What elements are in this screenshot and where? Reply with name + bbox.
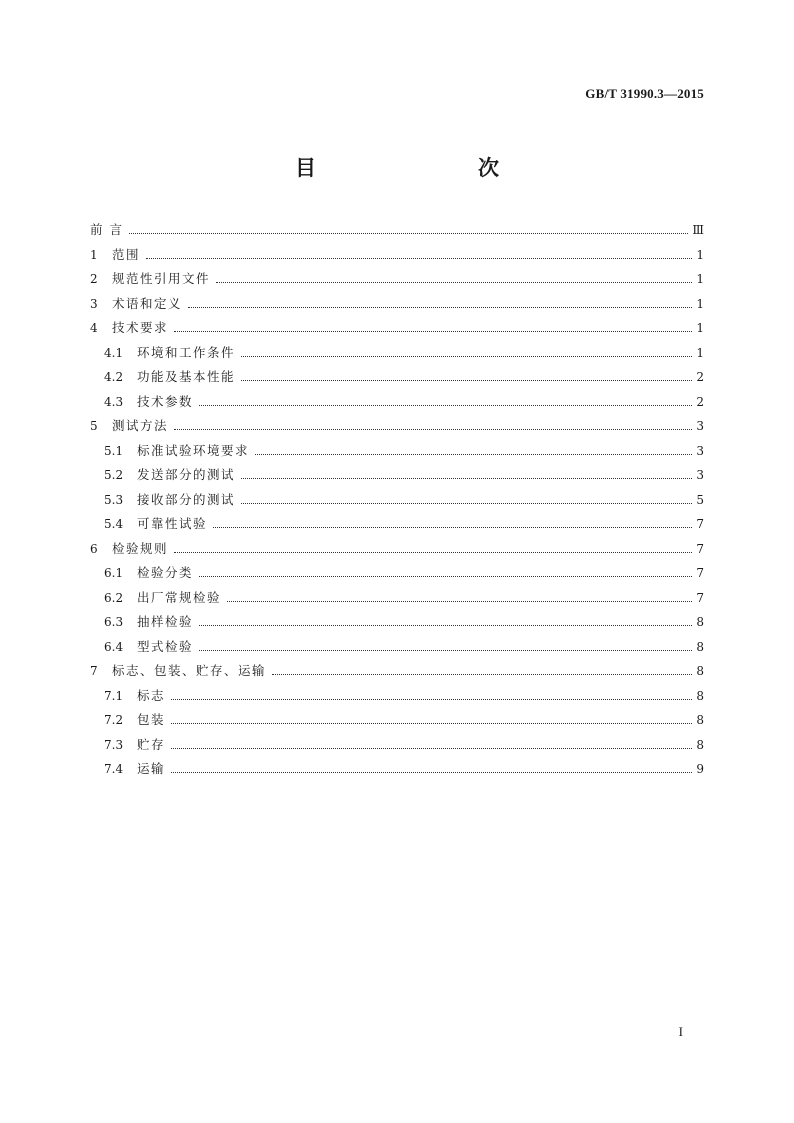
toc-leader-dots bbox=[146, 257, 692, 259]
toc-entry[interactable] bbox=[90, 316, 704, 341]
toc-entry-number: 6.1 bbox=[104, 566, 124, 581]
toc-entry-page: Ⅲ bbox=[692, 223, 704, 238]
toc-entry[interactable] bbox=[90, 243, 704, 268]
toc-entry-page: 8 bbox=[696, 664, 704, 679]
toc-entry-label: 检验规则 bbox=[112, 540, 169, 556]
toc-leader-dots bbox=[213, 526, 692, 528]
toc-entry-number: 7.4 bbox=[104, 762, 124, 777]
toc-entry-number: 6.3 bbox=[104, 615, 124, 630]
toc-entry-label: 发送部分的测试 bbox=[137, 467, 236, 482]
toc-entry-label: 抽样检验 bbox=[137, 614, 194, 629]
toc-leader-dots bbox=[227, 600, 692, 602]
toc-entry-label: 型式检验 bbox=[137, 638, 194, 654]
toc-entry-label: 前 言 bbox=[90, 222, 124, 237]
toc-entry-label: 标志 bbox=[137, 687, 166, 703]
toc-entry-number: 4.3 bbox=[104, 394, 124, 409]
toc-title: 目 次 bbox=[295, 156, 539, 180]
toc-entry-label: 接收部分的测试 bbox=[137, 491, 236, 507]
toc-leader-dots bbox=[171, 771, 692, 773]
toc-entry-number: 7.2 bbox=[104, 713, 124, 728]
toc-entry-number: 7.3 bbox=[104, 737, 124, 752]
toc-entry[interactable] bbox=[90, 684, 704, 709]
page-number: I bbox=[678, 1024, 683, 1039]
toc-entry[interactable] bbox=[90, 390, 704, 415]
toc-leader-dots bbox=[174, 551, 692, 553]
toc-leader-dots bbox=[241, 355, 692, 357]
toc-entry-page: 9 bbox=[696, 762, 704, 777]
toc-entry[interactable] bbox=[90, 610, 704, 635]
toc-entry-number: 4.1 bbox=[104, 345, 124, 360]
toc-entry-page: 1 bbox=[696, 296, 704, 311]
toc-leader-dots bbox=[199, 575, 692, 577]
toc-entry[interactable] bbox=[90, 341, 704, 366]
toc-entry-page: 1 bbox=[696, 345, 704, 360]
toc-entry-label: 测试方法 bbox=[112, 418, 169, 433]
table-of-contents bbox=[90, 218, 704, 782]
toc-leader-dots bbox=[255, 453, 692, 455]
toc-entry-number: 6 bbox=[90, 541, 98, 556]
toc-entry[interactable] bbox=[90, 439, 704, 464]
toc-entry-number: 5.4 bbox=[104, 517, 124, 532]
toc-entry-number: 5 bbox=[90, 419, 98, 434]
toc-entry-page: 8 bbox=[696, 737, 704, 752]
toc-entry-number: 1 bbox=[90, 247, 98, 262]
toc-entry[interactable] bbox=[90, 757, 704, 782]
toc-entry[interactable] bbox=[90, 635, 704, 660]
toc-entry-number: 5.1 bbox=[104, 443, 124, 458]
toc-leader-dots bbox=[171, 698, 692, 700]
toc-entry-label: 检验分类 bbox=[137, 565, 194, 580]
toc-entry-page: 1 bbox=[696, 272, 704, 287]
toc-entry-number: 7 bbox=[90, 664, 98, 679]
toc-entry-page: 7 bbox=[696, 541, 704, 556]
toc-entry-number: 4.2 bbox=[104, 370, 124, 385]
toc-entry[interactable] bbox=[90, 512, 704, 537]
toc-entry-page: 3 bbox=[696, 443, 704, 458]
toc-leader-dots bbox=[171, 722, 692, 724]
toc-entry-page: 8 bbox=[696, 639, 704, 654]
toc-entry-page: 7 bbox=[696, 590, 704, 605]
toc-entry[interactable] bbox=[90, 365, 704, 390]
toc-entry-label: 贮存 bbox=[137, 736, 166, 752]
toc-entry-page: 8 bbox=[696, 688, 704, 703]
toc-entry-label: 规范性引用文件 bbox=[112, 271, 211, 286]
toc-entry-page: 7 bbox=[696, 517, 704, 532]
toc-entry-page: 5 bbox=[696, 492, 704, 507]
toc-entry-number: 4 bbox=[90, 321, 98, 336]
toc-entry-page: 2 bbox=[696, 370, 704, 385]
toc-leader-dots bbox=[272, 673, 692, 675]
toc-entry-page: 7 bbox=[696, 566, 704, 581]
toc-leader-dots bbox=[188, 306, 692, 308]
toc-entry[interactable] bbox=[90, 463, 704, 488]
toc-entry-label: 术语和定义 bbox=[112, 295, 183, 311]
toc-leader-dots bbox=[171, 747, 692, 749]
toc-leader-dots bbox=[199, 404, 692, 406]
toc-entry-page: 3 bbox=[696, 468, 704, 483]
toc-entry-label: 包装 bbox=[137, 712, 166, 727]
toc-entry-label: 可靠性试验 bbox=[137, 516, 208, 531]
toc-entry-label: 技术参数 bbox=[137, 393, 194, 409]
toc-entry-page: 1 bbox=[696, 321, 704, 336]
toc-leader-dots bbox=[216, 281, 692, 283]
toc-entry[interactable] bbox=[90, 267, 704, 292]
toc-entry-page: 1 bbox=[696, 247, 704, 262]
toc-entry-number: 5.3 bbox=[104, 492, 124, 507]
toc-leader-dots bbox=[174, 330, 692, 332]
toc-entry-number: 2 bbox=[90, 272, 98, 287]
toc-entry[interactable] bbox=[90, 414, 704, 439]
toc-entry-number: 6.4 bbox=[104, 639, 124, 654]
toc-entry[interactable] bbox=[90, 537, 704, 562]
toc-entry[interactable] bbox=[90, 586, 704, 611]
toc-leader-dots bbox=[174, 428, 692, 430]
toc-entry[interactable] bbox=[90, 733, 704, 758]
toc-entry-page: 2 bbox=[696, 394, 704, 409]
toc-leader-dots bbox=[241, 477, 692, 479]
toc-entry[interactable] bbox=[90, 708, 704, 733]
toc-entry-number: 7.1 bbox=[104, 688, 124, 703]
toc-entry-label: 功能及基本性能 bbox=[137, 369, 236, 384]
toc-entry-number: 5.2 bbox=[104, 468, 124, 483]
toc-entry-label: 范围 bbox=[112, 246, 141, 262]
toc-entry-number: 6.2 bbox=[104, 590, 124, 605]
standard-code: GB/T 31990.3—2015 bbox=[585, 86, 704, 101]
toc-entry-label: 出厂常规检验 bbox=[137, 589, 222, 605]
toc-leader-dots bbox=[241, 502, 692, 504]
toc-entry-page: 3 bbox=[696, 419, 704, 434]
toc-entry-label: 标准试验环境要求 bbox=[137, 442, 250, 458]
toc-entry[interactable] bbox=[90, 218, 704, 243]
toc-entry-page: 8 bbox=[696, 615, 704, 630]
toc-entry[interactable] bbox=[90, 488, 704, 513]
toc-entry-page: 8 bbox=[696, 713, 704, 728]
toc-entry[interactable] bbox=[90, 659, 704, 684]
toc-entry-label: 标志、包装、贮存、运输 bbox=[112, 663, 267, 678]
toc-leader-dots bbox=[199, 624, 692, 626]
toc-entry-label: 运输 bbox=[137, 761, 166, 776]
toc-entry-label: 环境和工作条件 bbox=[137, 344, 236, 360]
toc-entry-number: 3 bbox=[90, 296, 98, 311]
toc-leader-dots bbox=[129, 232, 688, 234]
toc-entry[interactable] bbox=[90, 561, 704, 586]
toc-leader-dots bbox=[241, 379, 692, 381]
toc-entry-label: 技术要求 bbox=[112, 320, 169, 335]
toc-entry[interactable] bbox=[90, 292, 704, 317]
toc-leader-dots bbox=[199, 649, 692, 651]
